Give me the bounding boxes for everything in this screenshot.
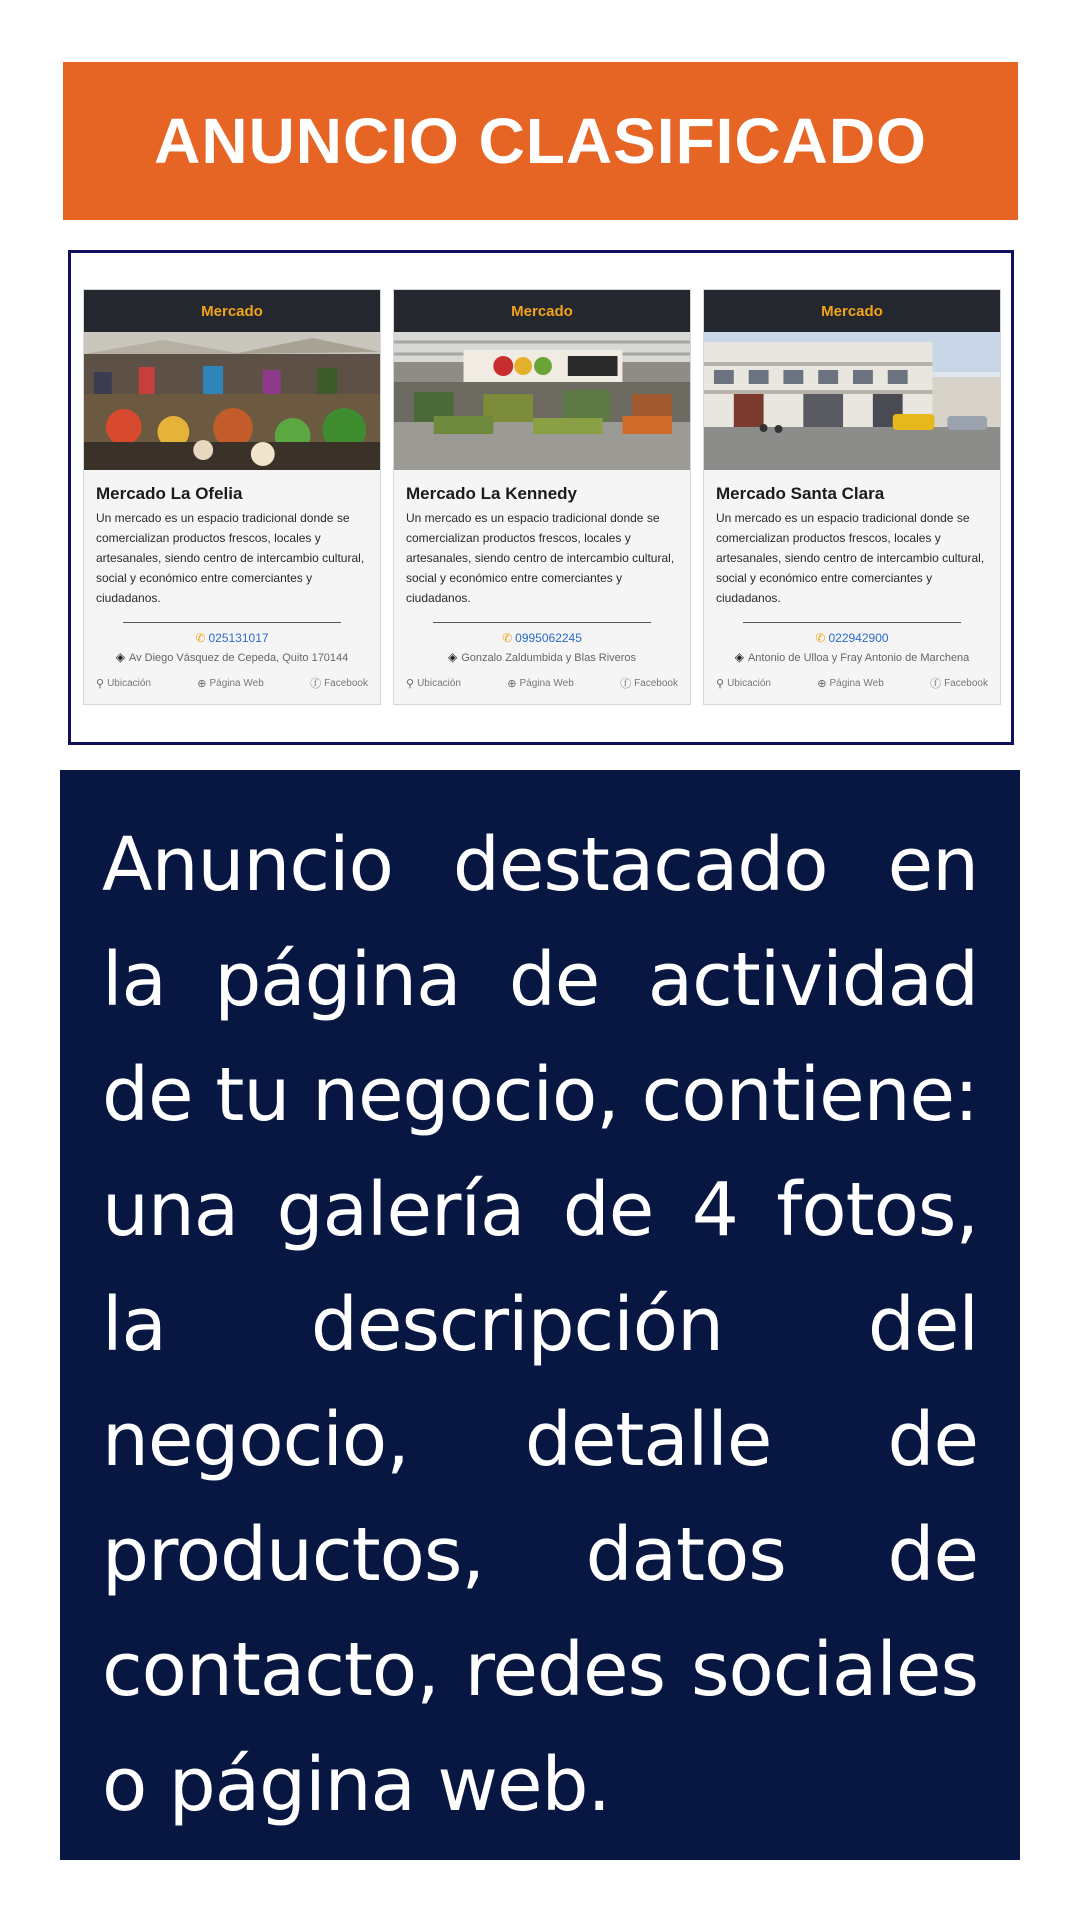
facebook-link[interactable] xyxy=(310,675,368,691)
website-label: Página Web xyxy=(519,677,574,689)
phone-link[interactable] xyxy=(704,629,1000,647)
address xyxy=(394,647,690,667)
website-label: Página Web xyxy=(829,677,884,689)
facebook-label: Facebook xyxy=(634,677,678,689)
facebook-label: Facebook xyxy=(324,677,368,689)
listing-card[interactable] xyxy=(83,289,381,705)
card-description: Un mercado es un espacio tradicional donde se comercializan productos frescos, locales y artesanales, siendo centro de intercambio cultural, social y económico entre comerciantes y ciudadanos. xyxy=(96,511,365,605)
map-pin-icon: ⚲ xyxy=(716,677,725,690)
market-stalls-photo[interactable] xyxy=(84,332,380,470)
phone-icon: ✆ xyxy=(502,631,513,645)
map-pin-icon: ⚲ xyxy=(96,677,105,690)
card-title: Mercado Santa Clara xyxy=(716,484,885,503)
map-pin-icon: ⚲ xyxy=(406,677,415,690)
banner-title: ANUNCIO CLASIFICADO xyxy=(154,105,927,177)
phone-number[interactable]: 0995062245 xyxy=(515,631,582,645)
phone-number[interactable]: 022942900 xyxy=(828,631,889,645)
phone-number[interactable]: 025131017 xyxy=(208,631,269,645)
location-link[interactable] xyxy=(96,675,151,691)
globe-icon: ⊕ xyxy=(507,677,517,690)
card-links xyxy=(84,675,380,691)
address-text: Av Diego Vásquez de Cepeda, Quito 170144 xyxy=(128,652,349,664)
location-label: Ubicación xyxy=(417,677,461,689)
directions-icon: ◈ xyxy=(447,650,458,664)
location-label: Ubicación xyxy=(727,677,771,689)
phone-link[interactable] xyxy=(394,629,690,647)
card-description: Un mercado es un espacio tradicional donde se comercializan productos frescos, locales y artesanales, siendo centro de intercambio cultural, social y económico entre comerciantes y ciudadanos. xyxy=(716,511,985,605)
market-hall-photo[interactable] xyxy=(394,332,690,470)
website-link[interactable] xyxy=(507,675,574,691)
card-links xyxy=(394,675,690,691)
divider xyxy=(743,622,961,623)
listing-card[interactable] xyxy=(393,289,691,705)
cards-preview-frame xyxy=(68,250,1014,745)
website-link[interactable] xyxy=(197,675,264,691)
divider xyxy=(433,622,651,623)
location-link[interactable] xyxy=(716,675,771,691)
address xyxy=(84,647,380,667)
facebook-link[interactable] xyxy=(930,675,988,691)
market-building-photo[interactable] xyxy=(704,332,1000,470)
facebook-label: Facebook xyxy=(944,677,988,689)
website-link[interactable] xyxy=(817,675,884,691)
address-text: Gonzalo Zaldumbida y Blas Riveros xyxy=(461,652,637,664)
card-title: Mercado La Ofelia xyxy=(96,484,243,503)
listing-card[interactable] xyxy=(703,289,1001,705)
facebook-icon: ⓕ xyxy=(930,678,942,690)
card-category: Mercado xyxy=(394,290,690,332)
phone-icon: ✆ xyxy=(815,631,826,645)
facebook-icon: ⓕ xyxy=(310,678,322,690)
header-banner xyxy=(63,62,1018,220)
facebook-link[interactable] xyxy=(620,675,678,691)
card-title: Mercado La Kennedy xyxy=(406,484,577,503)
facebook-icon: ⓕ xyxy=(620,678,632,690)
globe-icon: ⊕ xyxy=(197,677,207,690)
divider xyxy=(123,622,341,623)
directions-icon: ◈ xyxy=(734,650,744,664)
directions-icon: ◈ xyxy=(115,650,125,664)
location-label: Ubicación xyxy=(107,677,151,689)
card-links xyxy=(704,675,1000,691)
location-link[interactable] xyxy=(406,675,461,691)
globe-icon: ⊕ xyxy=(817,677,827,690)
card-category: Mercado xyxy=(84,290,380,332)
card-category: Mercado xyxy=(704,290,1000,332)
address-text: Antonio de Ulloa y Fray Antonio de Marchena xyxy=(747,652,970,664)
website-label: Página Web xyxy=(209,677,264,689)
card-description: Un mercado es un espacio tradicional donde se comercializan productos frescos, locales y artesanales, siendo centro de intercambio cultural, social y económico entre comerciantes y ciudadanos. xyxy=(406,511,675,605)
phone-link[interactable] xyxy=(84,629,380,647)
phone-icon: ✆ xyxy=(195,631,206,645)
address xyxy=(704,647,1000,667)
promo-panel xyxy=(60,770,1020,1860)
promo-text: Anuncio destacado en la página de actividad de tu negocio, contiene: una galería de 4 fotos, la descripción del negocio, detalle de productos, datos de contacto, redes sociales o página web. xyxy=(102,822,978,1828)
